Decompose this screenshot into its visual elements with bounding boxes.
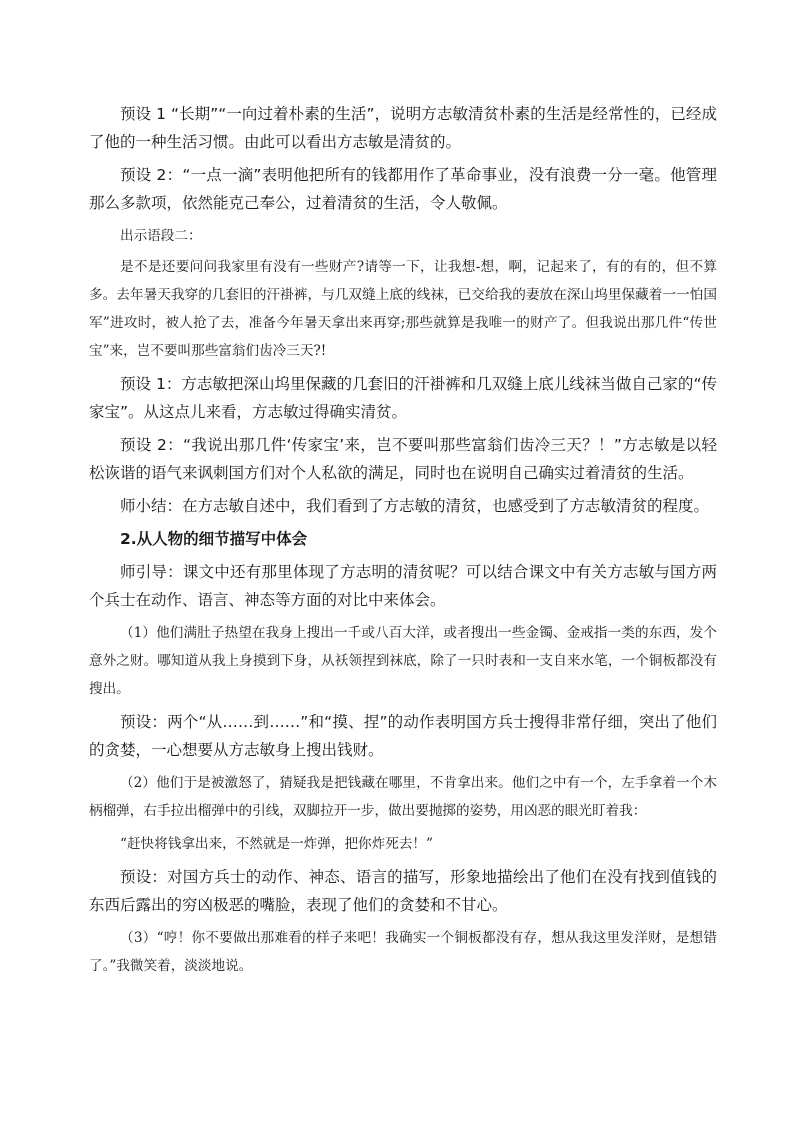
quote-segment-2: 是不是还要问问我家里有没有一些财产?请等一下，让我想-想，啊，记起来了，有的有的，但不算多。去年暑天我穿的几套旧的汗褂裤，与几双缝上底的线袜，已交给我的妻放在深山坞里保藏着一一怕国军”进攻时，被人抢了去，准备今年暑天拿出来再穿;那些就算是我唯一的财产了。但我说出那几件“传世宝”来，岂不要叫那些富翁们齿冷三天?!: [89, 259, 717, 359]
preset-2-paragraph: 预设 2：“一点一滴”表明他把所有的钱都用作了革命事业，没有浪费一分一毫。他管理那么多款项，依然能克己奉公，过着清贫的生活，令人敬佩。: [89, 166, 717, 212]
preset-item-2: 预设：对国方兵士的动作、神态、语言的描写，形象地描绘出了他们在没有找到值钱的东西后露出的穷凶极恶的嘴脸，表现了他们的贪婪和不甘心。: [89, 868, 717, 914]
quote-item-2: （2）他们于是被激怒了，猜疑我是把钱藏在哪里，不肯拿出来。他们之中有一个，左手拿着一个木柄榴弹，右手拉出榴弹中的引线，双脚拉开一步，做出要抛掷的姿势，用凶恶的眼光盯着我：: [89, 775, 717, 819]
show-segment-label: 出示语段二：: [120, 228, 202, 244]
preset-2b-paragraph: 预设 2：“我说出那几件‘传家宝’来，岂不要叫那些富翁们齿冷三天？！”方志敏是以轻松诙谐的语气来讽刺国方们对个人私欲的满足，同时也在说明自己确实过着清贫的生活。: [89, 436, 717, 482]
quote-item-2-speech: “赶快将钱拿出来，不然就是一炸弹，把你炸死去！”: [120, 836, 433, 852]
preset-item-1: 预设：两个“从……到……”和“摸、捏”的动作表明国方兵士搜得非常仔细，突出了他们的贪婪，一心想要从方志敏身上搜出钱财。: [89, 713, 717, 759]
preset-1b-paragraph: 预设 1：方志敏把深山坞里保藏的几套旧的汗褂裤和几双缝上底儿线袜当做自己家的“传家宝”。从这点儿来看，方志敏过得确实清贫。: [89, 375, 717, 421]
document-body: [89, 100, 717, 985]
teacher-guide: 师引导：课文中还有那里体现了方志明的清贫呢？可以结合课文中有关方志敏与国方两个兵士在动作、语言、神态等方面的对比中来体会。: [89, 563, 717, 609]
section-heading-2: 2.从人物的细节描写中体会: [120, 530, 308, 548]
quote-item-1: （1）他们满肚子热望在我身上搜出一千或八百大洋，或者搜出一些金镯、金戒指一类的东西，发个意外之财。哪知道从我上身摸到下身，从袄领捏到袜底，除了一只时表和一支自来水笔，一个铜板都没有搜出。: [89, 625, 717, 697]
preset-1-paragraph: 预设 1 “长期”“一向过着朴素的生活”，说明方志敏清贫朴素的生活是经常性的，已经成了他的一种生活习惯。由此可以看出方志敏是清贫的。: [89, 105, 717, 151]
quote-item-3: （3）“哼！你不要做出那难看的样子来吧！我确实一个铜板都没有存，想从我这里发洋财，是想错了。”我微笑着，淡淡地说。: [89, 930, 717, 974]
teacher-summary: 师小结：在方志敏自述中，我们看到了方志敏的清贫，也感受到了方志敏清贫的程度。: [120, 497, 710, 515]
